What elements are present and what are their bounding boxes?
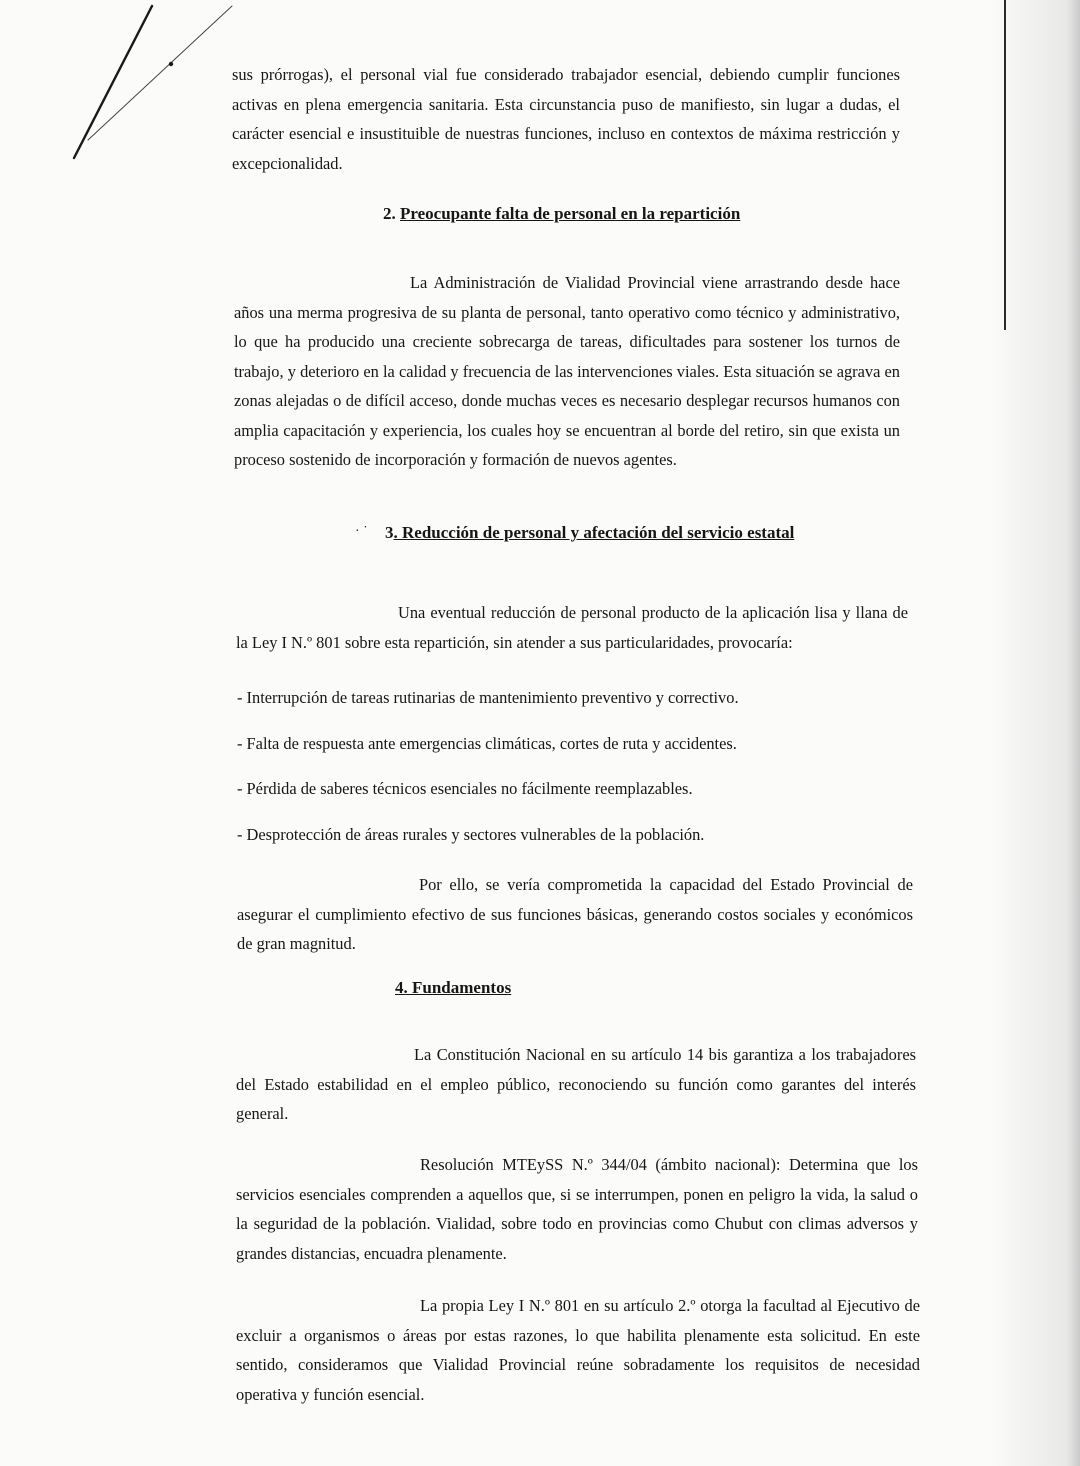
paragraph-consequences: Por ello, se vería comprometida la capacidad del Estado Provincial de asegurar el cumplimiento efectivo de sus funciones básicas, generando costos sociales y económicos de gran magnitud. (237, 875, 913, 953)
bullet-item: - Desprotección de áreas rurales y sectores vulnerables de la población. (237, 825, 705, 844)
bullet-item: - Pérdida de saberes técnicos esenciales no fácilmente reemplazables. (237, 779, 693, 798)
heading-3-number: 3 (385, 523, 394, 542)
paragraph-resolution: Resolución MTEySS N.º 344/04 (ámbito nacional): Determina que los servicios esenciales comprenden a aquellos que, si se interrumpen, ponen en peligro la vida, la salud o la seguridad de la población. Vialidad, sobre todo en provincias como Chubut con climas adversos y grandes distancias, encuadra plenamente. (236, 1155, 918, 1263)
paragraph-law-article: La propia Ley I N.º 801 en su artículo 2.º otorga la facultad al Ejecutivo de excluir a organismos o áreas por estas razones, lo que habilita plenamente esta solicitud. En este sentido, consideramos que Vialidad Provincial reúne sobradamente los requisitos de necesidad operativa y función esencial. (236, 1296, 920, 1404)
scan-specks: · ˙ (355, 524, 368, 539)
heading-3-title: . Reducción de personal y afectación del servicio estatal (393, 523, 795, 542)
pen-stroke-marks (60, 0, 260, 170)
heading-4-title: 4. Fundamentos (395, 978, 512, 997)
heading-2-title: Preocupante falta de personal en la repartición (400, 204, 741, 223)
section-heading-4 (395, 978, 511, 998)
bullet-item: - Falta de respuesta ante emergencias climáticas, cortes de ruta y accidentes. (237, 734, 737, 753)
bullet-item: - Interrupción de tareas rutinarias de mantenimiento preventivo y correctivo. (237, 688, 739, 707)
heading-2-number: 2. (383, 204, 396, 223)
paragraph-staff-shortage: La Administración de Vialidad Provincial viene arrastrando desde hace años una merma progresiva de su planta de personal, tanto operativo como técnico y administrativo, lo que ha producido una creciente sobrecarga de tareas, dificultades para sostener los turnos de trabajo, y deterioro en la calidad y frecuencia de las intervenciones viales. Esta situación se agrava en zonas alejadas o de difícil acceso, donde muchas veces es necesario desplegar recursos humanos con amplia capacitación y experiencia, los cuales hoy se encuentran al borde del retiro, sin que exista un proceso sostenido de incorporación y formación de nuevos agentes. (234, 273, 900, 469)
paragraph-reduction: Una eventual reducción de personal producto de la aplicación lisa y llana de la Ley I N.º 801 sobre esta repartición, sin atender a sus particularidades, provocaría: (236, 603, 908, 652)
paragraph-constitution: La Constitución Nacional en su artículo 14 bis garantiza a los trabajadores del Estado estabilidad en el empleo público, reconociendo su función como garantes del interés general. (236, 1045, 916, 1123)
page-edge-line (1004, 0, 1006, 330)
section-heading-2 (383, 204, 740, 224)
section-heading-3 (385, 523, 794, 543)
paragraph-continuation: sus prórrogas), el personal vial fue considerado trabajador esencial, debiendo cumplir funciones activas en plena emergencia sanitaria. Esta circunstancia puso de manifiesto, sin lugar a dudas, el carácter esencial e insustituible de nuestras funciones, incluso en contextos de máxima restricción y excepcionalidad. (232, 65, 900, 173)
